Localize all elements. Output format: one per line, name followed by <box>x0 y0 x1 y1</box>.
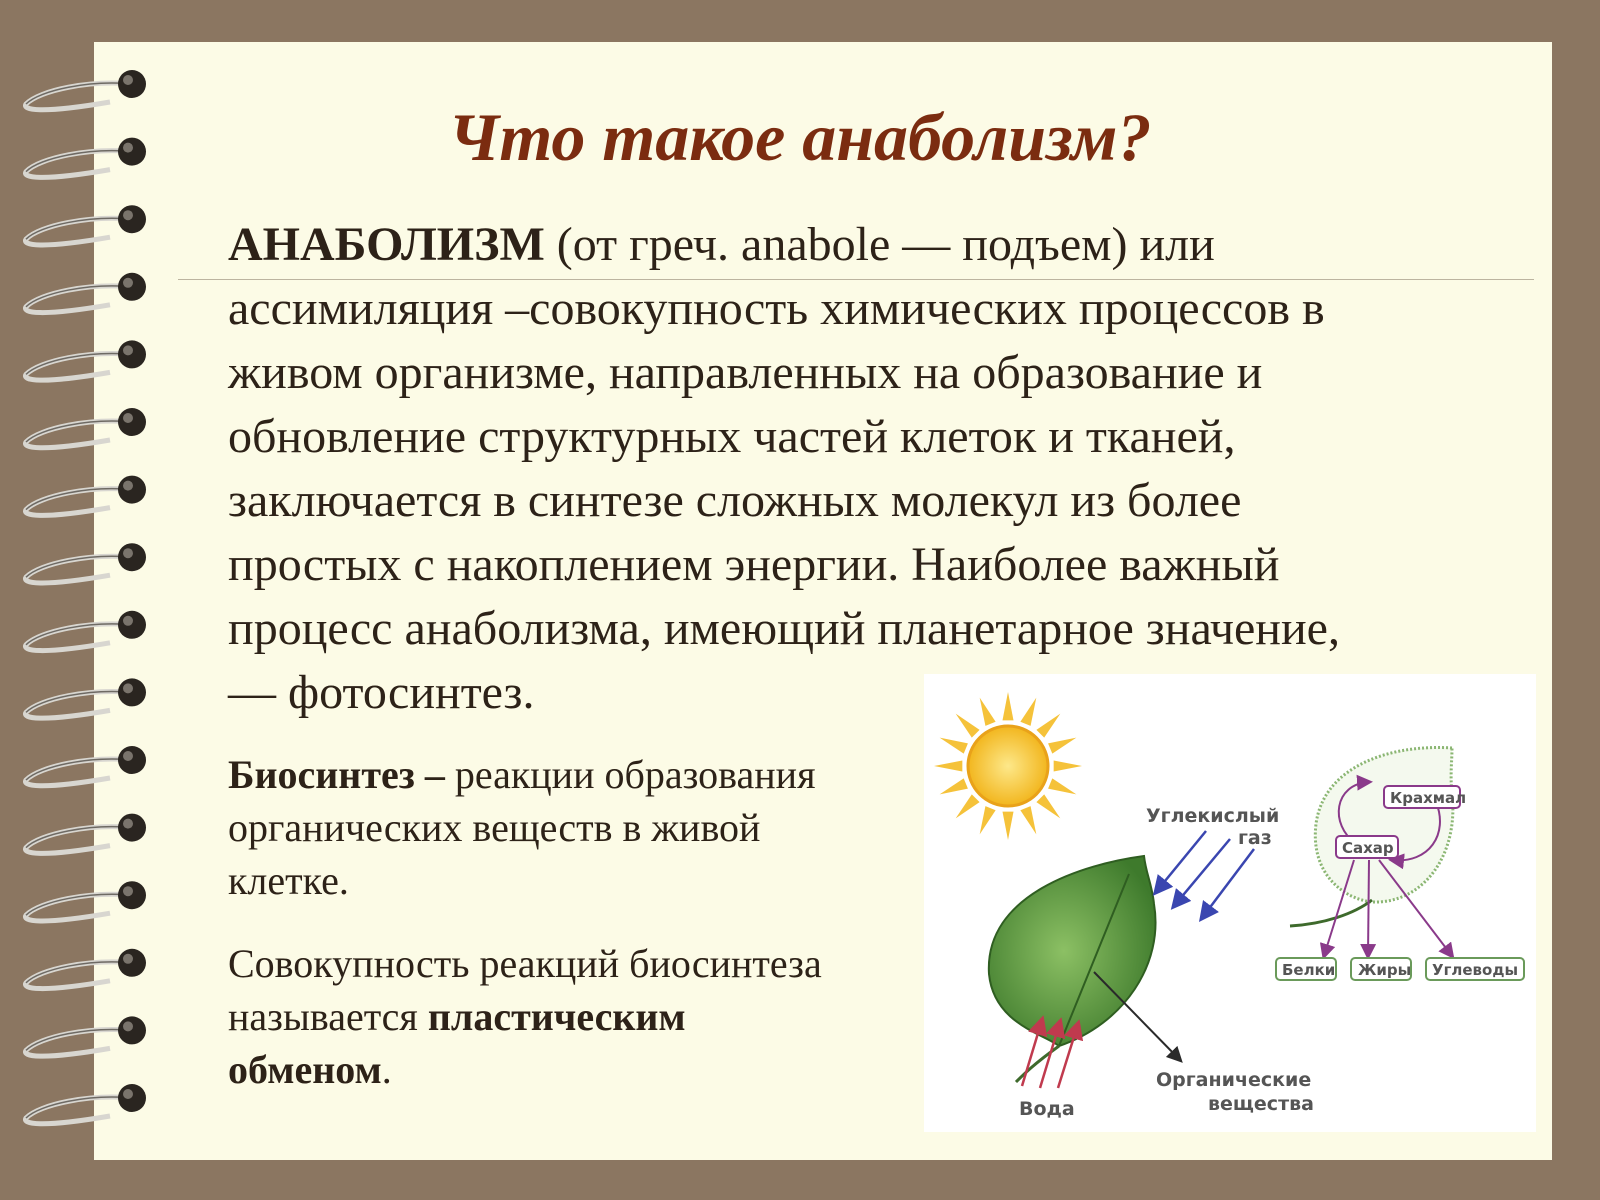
spiral-ring <box>25 476 146 516</box>
definition-line-8: — фотосинтез. <box>228 666 535 719</box>
page-title: Что такое анаболизм? <box>448 99 1152 175</box>
plastic-exchange-paragraph <box>228 937 822 1096</box>
definition-term: АНАБОЛИЗМ <box>228 218 545 271</box>
sun-icon <box>934 692 1082 840</box>
organic-label: Органические <box>1156 1069 1312 1091</box>
plastic-line-3 <box>228 1043 822 1096</box>
co2-label-2: газ <box>1238 827 1272 849</box>
spiral-ring <box>25 949 146 989</box>
plastic-term-2: обменом <box>228 1047 382 1092</box>
plastic-line-2-start: называется <box>228 994 428 1039</box>
photosynthesis-diagram <box>924 674 1536 1132</box>
spiral-ring <box>25 1084 146 1124</box>
definition-line-5: заключается в синтезе сложных молекул из более <box>228 474 1242 527</box>
starch-label: Крахмал <box>1390 789 1467 807</box>
definition-line-2: ассимиляция –совокупность химических процессов в <box>228 282 1325 335</box>
spiral-binding <box>0 0 170 1200</box>
spiral-ring <box>25 205 146 245</box>
plastic-line-2 <box>228 990 822 1043</box>
proteins-label: Белки <box>1282 961 1336 979</box>
spiral-ring <box>25 1016 146 1056</box>
definition-line-1 <box>228 217 1215 272</box>
spiral-ring <box>25 678 146 718</box>
water-label: Вода <box>1019 1098 1075 1120</box>
sugar-label: Сахар <box>1342 839 1394 857</box>
title-divider <box>178 279 1534 280</box>
biosynthesis-paragraph <box>228 748 815 907</box>
spiral-ring <box>25 611 146 651</box>
definition-line-6: простых с накоплением энергии. Наиболее важный <box>228 538 1280 591</box>
spiral-ring <box>25 543 146 583</box>
spiral-ring <box>25 340 146 380</box>
biosynthesis-line-1-rest: реакции образования <box>444 752 816 797</box>
plastic-term-1: пластическим <box>427 994 686 1039</box>
organic-label-2: вещества <box>1208 1093 1314 1115</box>
plastic-line-3-end: . <box>381 1047 392 1092</box>
carbs-label: Углеводы <box>1432 961 1519 979</box>
definition-line-3: живом организме, направленных на образование и <box>228 346 1263 399</box>
spiral-ring <box>25 881 146 921</box>
definition-line-7: процесс анаболизма, имеющий планетарное значение, <box>228 602 1340 655</box>
plastic-line-1: Совокупность реакций биосинтеза <box>228 941 822 986</box>
spiral-ring <box>25 273 146 313</box>
co2-label: Углекислый <box>1146 805 1280 827</box>
biosynthesis-line-3: клетке. <box>228 858 349 903</box>
spiral-ring <box>25 408 146 448</box>
biosynthesis-line-2: органических веществ в живой <box>228 805 761 850</box>
biosynthesis-term: Биосинтез – <box>228 752 445 797</box>
definition-line-1-rest: (от греч. anabole — подъем) или <box>544 218 1215 271</box>
spiral-ring <box>25 746 146 786</box>
biosynthesis-line-1 <box>228 748 815 801</box>
definition-line-4: обновление структурных частей клеток и тканей, <box>228 410 1236 463</box>
spiral-ring <box>25 814 146 854</box>
fats-label: Жиры <box>1358 961 1412 979</box>
